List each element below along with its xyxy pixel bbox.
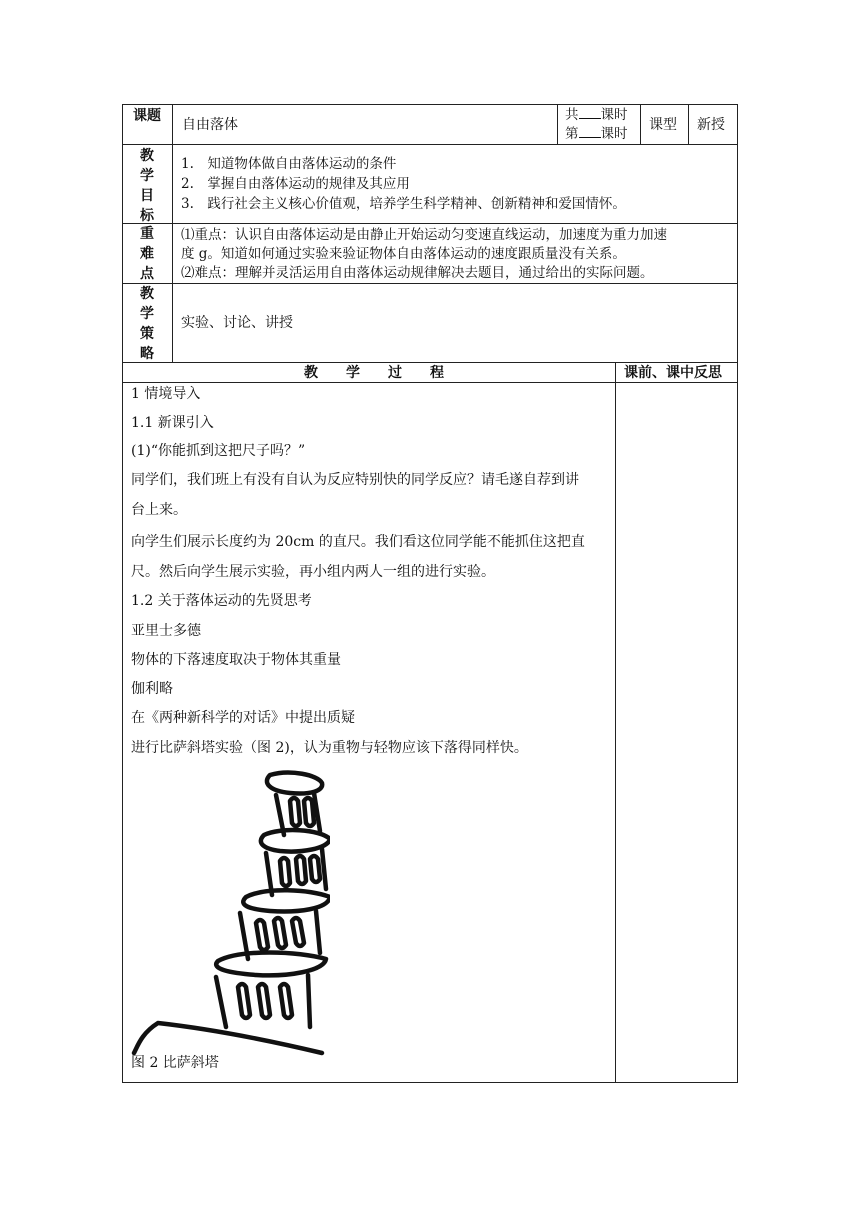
key-points-label-char: 点 [140, 266, 154, 282]
objectives-label-char: 标 [140, 208, 154, 224]
tower-window [274, 918, 286, 948]
topic-label: 课题 [133, 108, 161, 124]
figure-caption: 图 2 比萨斜塔 [131, 1055, 219, 1071]
process-header: 教 学 过 程 [304, 365, 444, 381]
nth-blank [579, 125, 601, 138]
tower-ring [243, 890, 330, 911]
table-border [122, 104, 123, 1083]
nth-prefix: 第 [565, 126, 579, 142]
process-line: 进行比萨斜塔实验（图 2)，认为重物与轻物应该下落得同样快。 [131, 740, 528, 756]
tower-top-ring [267, 773, 322, 794]
nth-suffix: 课时 [600, 126, 628, 142]
strategy-label-char: 略 [140, 346, 154, 362]
tower-ring [216, 953, 326, 976]
key-points-label-char: 重 [140, 226, 154, 242]
tower-window [292, 918, 304, 946]
strategy-label-char: 教 [140, 286, 154, 302]
tower-window [290, 798, 300, 826]
objective-item: 2. 掌握自由落体运动的规律及其应用 [181, 176, 410, 192]
table-border [172, 104, 173, 362]
objectives-label-char: 目 [140, 188, 154, 204]
tower-ring [261, 830, 330, 851]
total-prefix: 共 [565, 107, 579, 123]
process-line: 同学们，我们班上有没有自认为反应特别快的同学反应？请毛遂自荐到讲 [131, 472, 579, 488]
type-label: 课型 [649, 117, 677, 133]
key-points-label [135, 224, 159, 284]
tower-window [296, 856, 306, 884]
process-line: 物体的下落速度取决于物体其重量 [131, 652, 341, 668]
table-border [122, 283, 738, 284]
objectives-label-char: 教 [140, 148, 154, 164]
table-border [122, 362, 738, 363]
process-line: 台上来。 [131, 502, 187, 518]
objectives-label-char: 学 [140, 168, 154, 184]
total-blank [579, 106, 601, 119]
total-lessons [565, 106, 628, 124]
objectives-label [135, 146, 159, 226]
table-border [122, 144, 738, 145]
table-border [557, 104, 558, 144]
key-point-line: ⑴重点：认识自由落体运动是由静止开始运动匀变速直线运动，加速度为重力加速 [181, 227, 667, 243]
process-line: 向学生们展示长度约为 20cm 的直尺。我们看这位同学能不能抓住这把直 [131, 534, 585, 550]
tower-window [304, 798, 314, 826]
process-line: 亚里士多德 [131, 623, 201, 639]
table-border [122, 223, 738, 224]
objective-item: 3. 践行社会主义核心价值观，培养学生科学精神、创新精神和爱国情怀。 [181, 196, 626, 212]
tower-window [310, 856, 320, 882]
strategy-label [135, 284, 159, 364]
tower-window [280, 984, 292, 1018]
table-border [640, 104, 641, 144]
table-border [122, 1082, 738, 1083]
strategy-value: 实验、讨论、讲授 [181, 315, 293, 331]
tower-window [258, 984, 270, 1018]
leaning-tower-illustration [130, 765, 330, 1057]
objective-item: 1. 知道物体做自由落体运动的条件 [181, 156, 397, 172]
process-line: 1.2 关于落体运动的先贤思考 [131, 593, 312, 609]
key-point-line: ⑵难点：理解并灵活运用自由落体运动规律解决去题目，通过给出的实际问题。 [181, 265, 654, 281]
key-point-line: 度 g。知道如何通过实验来验证物体自由落体运动的速度跟质量没有关系。 [181, 246, 626, 262]
process-line: 1 情境导入 [131, 386, 201, 402]
topic-value: 自由落体 [182, 117, 238, 133]
process-line: 尺。然后向学生展示实验，再小组内两人一组的进行实验。 [131, 564, 495, 580]
type-value: 新授 [697, 117, 725, 133]
table-border [737, 104, 738, 1083]
table-border [122, 104, 738, 105]
tower-window [256, 920, 268, 950]
process-line: 在《两种新科学的对话》中提出质疑 [131, 710, 355, 726]
strategy-label-char: 策 [140, 326, 154, 342]
table-border [122, 382, 738, 383]
tower-window [280, 858, 290, 886]
strategy-label-char: 学 [140, 306, 154, 322]
key-points-label-char: 难 [140, 246, 154, 262]
nth-lesson [565, 125, 628, 143]
table-border [615, 362, 616, 1083]
reflection-header: 课前、课中反思 [624, 365, 722, 381]
tower-window [238, 984, 250, 1018]
table-border [688, 104, 689, 144]
process-line: 1.1 新课引入 [131, 415, 214, 431]
process-line: (1)“你能抓到这把尺子吗？” [131, 443, 306, 459]
total-suffix: 课时 [600, 107, 628, 123]
process-line: 伽利略 [131, 681, 173, 697]
